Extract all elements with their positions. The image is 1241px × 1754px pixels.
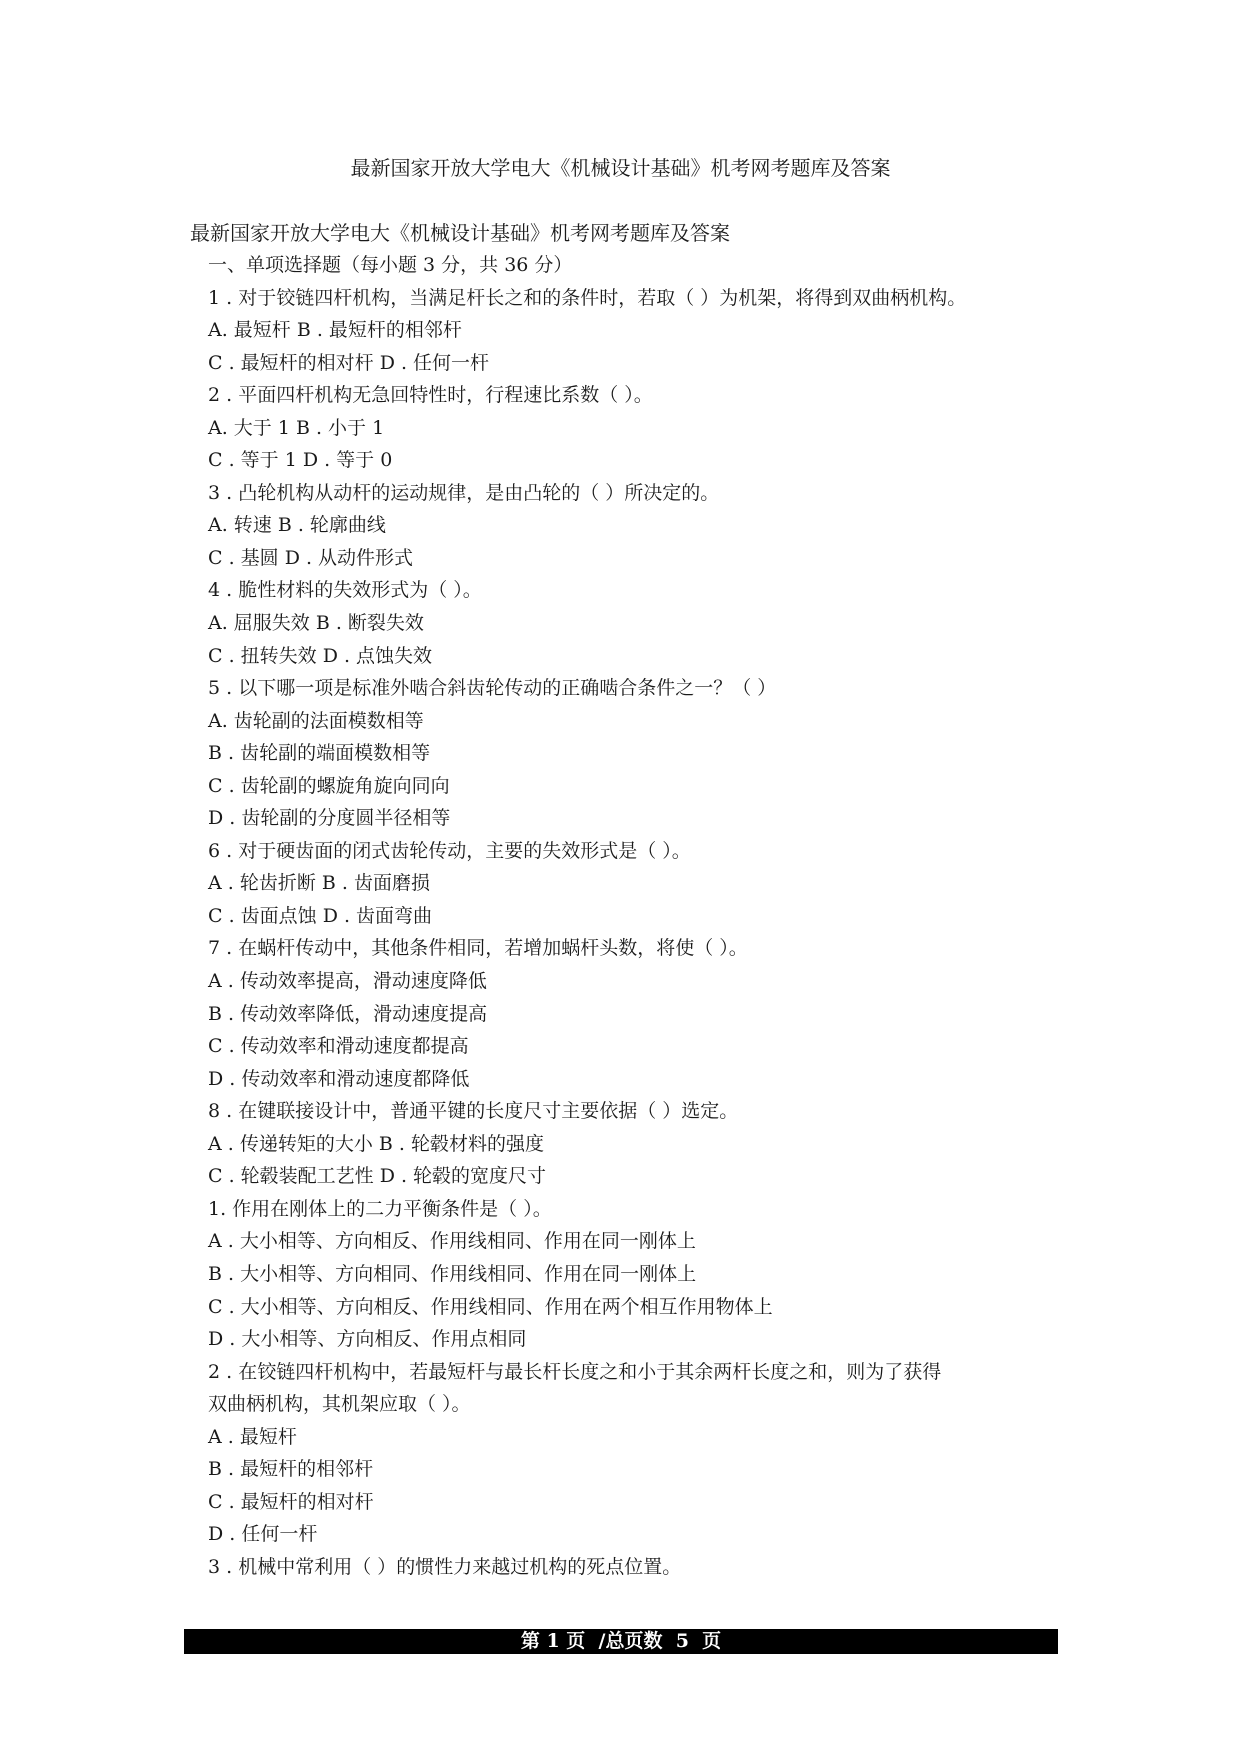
option-line: D . 齿轮副的分度圆半径相等 — [208, 807, 451, 830]
question-line: 1 . 对于铰链四杆机构，当满足杆长之和的条件时，若取（ ）为机架，将得到双曲柄机构。 — [208, 286, 967, 309]
option-line: B . 最短杆的相邻杆 — [208, 1458, 374, 1481]
section-heading: 一、单项选择题（每小题 3 分，共 36 分） — [208, 254, 573, 276]
option-line: D . 任何一杆 — [208, 1523, 318, 1546]
option-line: A . 最短杆 — [208, 1425, 297, 1448]
option-line: C . 齿面点蚀 D . 齿面弯曲 — [208, 904, 433, 927]
option-line: B . 大小相等、方向相同、作用线相同、作用在同一刚体上 — [208, 1262, 697, 1285]
option-line: A. 大于 1 B . 小于 1 — [208, 416, 385, 439]
option-line: C . 最短杆的相对杆 D . 任何一杆 — [208, 351, 490, 374]
question-line: 4 . 脆性材料的失效形式为（ ）。 — [208, 579, 482, 602]
question-line: 7 . 在蜗杆传动中，其他条件相同，若增加蜗杆头数，将使（ ）。 — [208, 937, 748, 960]
document-subtitle: 最新国家开放大学电大《机械设计基础》机考网考题库及答案 — [190, 221, 730, 245]
option-line: A. 齿轮副的法面模数相等 — [208, 709, 424, 732]
page-title: 最新国家开放大学电大《机械设计基础》机考网考题库及答案 — [350, 156, 891, 180]
page-footer: 第 1 页 /总页数 5 页 — [184, 1629, 1058, 1654]
option-line: A. 转速 B . 轮廓曲线 — [208, 514, 386, 537]
option-line: C . 基圆 D . 从动件形式 — [208, 546, 414, 569]
option-line: C . 齿轮副的螺旋角旋向同向 — [208, 774, 450, 797]
option-line: C . 传动效率和滑动速度都提高 — [208, 1035, 469, 1058]
question-line-continued: 双曲柄机构，其机架应取（ ）。 — [208, 1393, 471, 1416]
option-line: A . 传递转矩的大小 B . 轮毂材料的强度 — [208, 1132, 544, 1155]
question-line: 2 . 平面四杆机构无急回特性时，行程速比系数（ ）。 — [208, 384, 653, 407]
option-line: C . 扭转失效 D . 点蚀失效 — [208, 644, 433, 667]
question-line: 3 . 机械中常利用（ ）的惯性力来越过机构的死点位置。 — [208, 1555, 682, 1578]
question-list — [208, 249, 1068, 1583]
question-line: 6 . 对于硬齿面的闭式齿轮传动，主要的失效形式是（ ）。 — [208, 839, 691, 862]
option-line: B . 齿轮副的端面模数相等 — [208, 742, 431, 765]
option-line: A . 轮齿折断 B . 齿面磨损 — [208, 872, 430, 895]
option-line: A . 大小相等、方向相反、作用线相同、作用在同一刚体上 — [208, 1230, 696, 1253]
option-line: C . 最短杆的相对杆 — [208, 1490, 374, 1513]
option-line: C . 轮毂装配工艺性 D . 轮毂的宽度尺寸 — [208, 1165, 547, 1188]
question-line: 3 . 凸轮机构从动杆的运动规律，是由凸轮的（ ）所决定的。 — [208, 481, 720, 504]
option-line: C . 大小相等、方向相反、作用线相同、作用在两个相互作用物体上 — [208, 1295, 773, 1318]
option-line: D . 大小相等、方向相反、作用点相同 — [208, 1328, 527, 1351]
question-line: 1. 作用在刚体上的二力平衡条件是（ ）。 — [208, 1197, 552, 1220]
option-line: C . 等于 1 D . 等于 0 — [208, 449, 393, 472]
option-line: A. 最短杆 B . 最短杆的相邻杆 — [208, 319, 462, 342]
question-line: 2 . 在铰链四杆机构中，若最短杆与最长杆长度之和小于其余两杆长度之和，则为了获得 — [208, 1360, 942, 1383]
question-line: 5 . 以下哪一项是标准外啮合斜齿轮传动的正确啮合条件之一？（ ） — [208, 677, 777, 700]
option-line: B . 传动效率降低，滑动速度提高 — [208, 1002, 488, 1025]
option-line: A . 传动效率提高，滑动速度降低 — [208, 970, 487, 993]
option-line: D . 传动效率和滑动速度都降低 — [208, 1067, 470, 1090]
question-line: 8 . 在键联接设计中，普通平键的长度尺寸主要依据（ ）选定。 — [208, 1100, 739, 1123]
option-line: A. 屈服失效 B . 断裂失效 — [208, 612, 424, 635]
